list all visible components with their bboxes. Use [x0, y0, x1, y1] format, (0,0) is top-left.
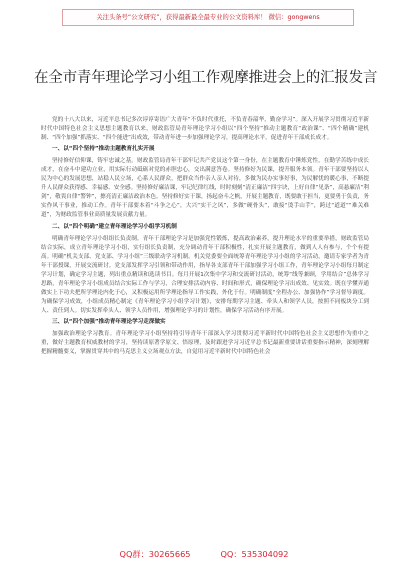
promo-banner[interactable]: 关注头条号“公文研究”，获得最新最全最专业的公文资料库！ 微信：gongwens [62, 9, 354, 26]
document-body [41, 116, 369, 358]
body-paragraph: 党的十八大以来，习近平总书记多次谆谆寄语广大青年“不负时代重托，不负青春韶华，勤奋学习”。深入开展学习贯彻习近平新时代中国特色社会主义思想主题教育以来，财政监管局青年理论学习小组以“四个坚持”推动主题教育“政治课”、“四个精确”建机制、“四个加强”抓落实、“四个能进”出成效，带动青年进一步加强理论学习，提高理论水平，促进青年干部成长成才。 [41, 117, 369, 142]
body-paragraph: 坚持修好信仰课，铸牢忠诚之基。财政监管局青年干部牢记共产党员这个第一身份，在主题教育中锤炼党性，在勤学苦练中成长成才，在奋斗中建功立业，用实际行动砥砺对党的赤胆忠心，交出满意答卷。坚持修好为民课，提升服务本领。青年干部要坚持以人民为中心的发展思想，站稳人民立场，心系人民群众，把群众当作亲人亲人对待，多做为民办实事好事，为民解忧的暖心事，不断提升人民群众获得感、幸福感、安全感。坚持修好廉洁课，牢记纪律红线，时时刻刻“清正廉洁”四字诀，上好自律“见条”，高悬廉洁“利剑”，敬畏自律“警钟”，擦亮清正廉洁政治本色。坚持修好实干课，扬起奋斗之帆，开展主题教育，既要敢于担当，更要勇于负责，务实作风干事业，推动工作。青年干部要本着“斗争之心”，大兴“实干之风”，多做“硬骨头”，敢接“烫手山芋”，跨过“道道”“难关难道”，为财政监管事业高质量发展贡献力量。 [41, 158, 369, 219]
qq-contact-label: QQ：535304092 [220, 549, 289, 559]
contact-footer [0, 548, 408, 560]
body-paragraph: 加强政治理论学习教育。青年理论学习小组坚持将引导青年干部深入学习贯彻习近平新时代中国特色社会主义思想作为重中之重，做好主题教育权威教材的学习，坚持读原著学原文、悟原理，及时跟进学习习近平总书记最新重要讲话重要指示精神，深刻理解把握精髓要义，掌握贯穿其中的马克思主义立场观点方法，自觉用习近平新时代中国特色社会 [41, 331, 369, 356]
section-heading: 三、以“四个加强”推动青年理论学习走深做实 [52, 318, 166, 325]
qq-group-label: QQ群：30265665 [119, 549, 191, 559]
section-heading: 一、以“四个坚持”推动主题教育扎实开展 [52, 146, 155, 153]
document-title: 在全市青年理论学习小组工作观摩推进会上的汇报发言 [34, 70, 378, 86]
section-heading: 二、以“四个明确”建立青年理论学习小组学习机制 [52, 223, 177, 230]
body-paragraph: 明确青年理论学习小组组长负责制。青年干部理论学习是加强党性锻炼，提高政治素养，提升理论水平的重要举措，财政监管局结合实际，成立青年理论学习小组，实行组长负责制，充分调动青年干部积极性，扎实开展主题教育，做到人人有参与，个个有提高。明确“机关支部、党支部、学习小组”三级联动学习机制。机关党委要全面统筹青年理论学习小组的学习活动，邀请专家学者为青年干部授课，开展交流研讨。党支部发挥学习引领和带动作用，指导各支部青年干部加强学习小组工作，青年理论学习小组每月制定学习计划，确定学习主题，列出重点精读和选读书目。每月开展1次集中学习和交流研讨活动，统筹“线等兼顾，学用结合”总体学习思路，青年理论学习小组成员结合实际工作与学习，合理安排活动内容、时间和形式，确保理论学习出成效、见实效。既在学懂弄通做实上下功夫把所学理论内化于心，又积极运用所学理论指导工作实践，外化于行。明确制度“全程办公、加强协作”学习督导调度。为确保学习成效，小组成员精心制定《青年理论学习小组学习计划》，安排每期学习主题、牵头人和领学人员，按照不同板块分工到人、责任到人。切实发挥牵头人、领学人员作用，增强理论学习的计划性，确保学习活动有序开展。 [41, 235, 369, 314]
